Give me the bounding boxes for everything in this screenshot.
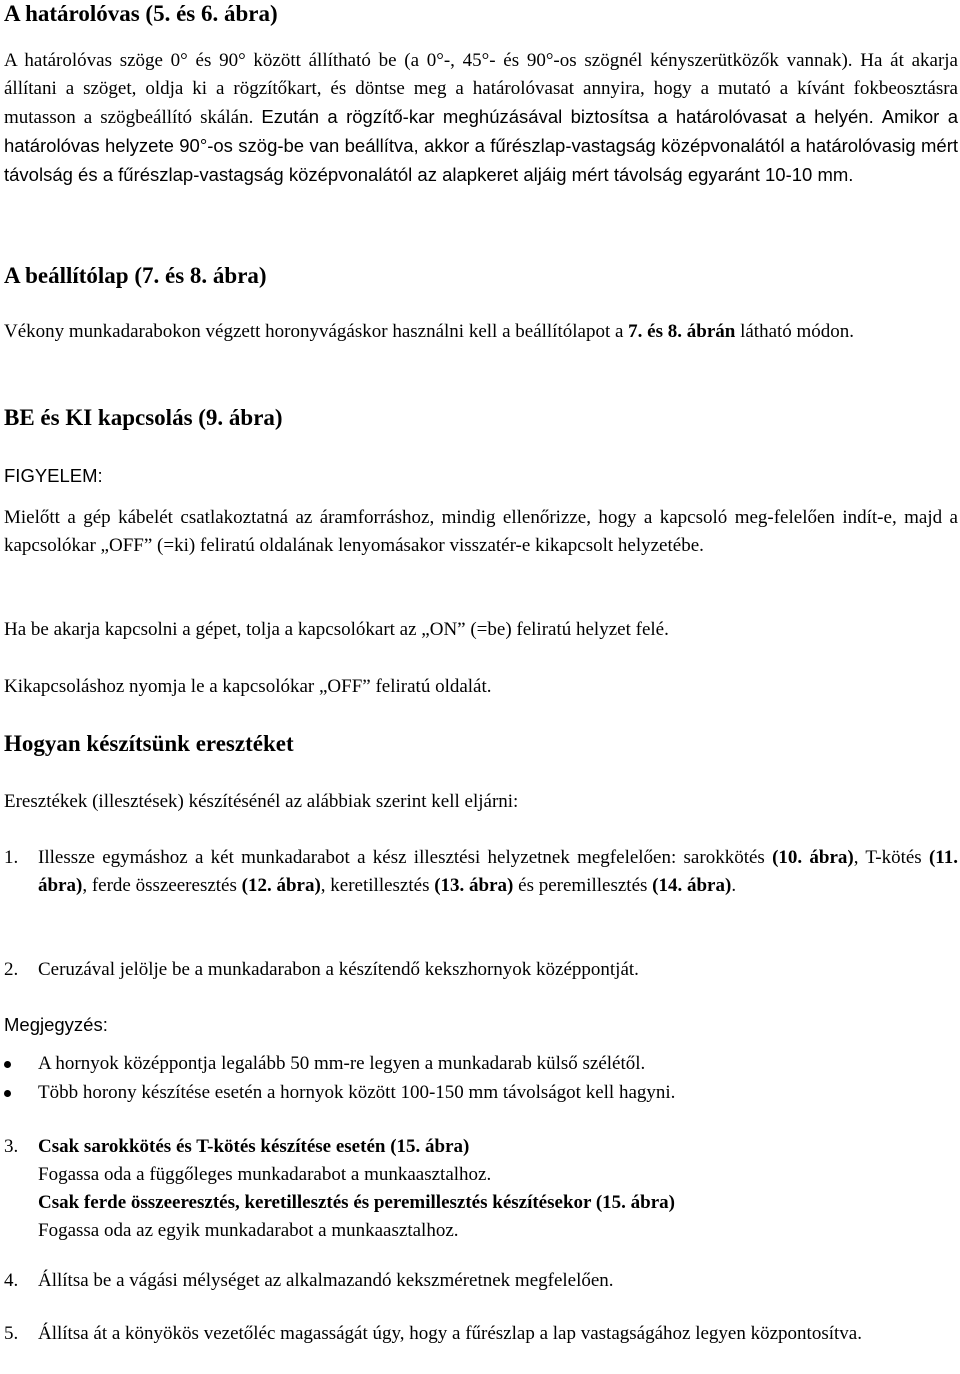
- list-item-3: 3. Csak sarokkötés és T-kötés készítése esetén (15. ábra) Fogassa oda a függőleges munkadarabot a munkaasztalhoz. Csak ferde összeeresztés, keretillesztés és peremillesztés készítésekor (15. ábra) Fogassa oda az egyik munkadarabot a munkaasztalhoz.: [4, 1133, 958, 1245]
- list-item-2: 2. Ceruzával jelölje be a munkadarabon a készítendő kekszhornyok középpontját.: [4, 959, 639, 980]
- figure-reference: 7. és 8. ábrán: [628, 321, 736, 342]
- list-item-1: 1. Illessze egymáshoz a két munkadarabot a kész illesztési helyzetnek megfelelően: sarokkötés (10. ábra), T-kötés (11. ábra), ferde összeeresztés (12. ábra), keretillesztés (13. ábra) és peremillesztés (14. ábra).: [4, 847, 958, 896]
- item3-text-2: Fogassa oda az egyik munkadarabot a munkaasztalhoz.: [38, 1220, 459, 1241]
- list-item-4: 4. Állítsa be a vágási mélységet az alkalmazandó kekszméretnek megfelelően.: [4, 1270, 614, 1291]
- note-label: Megjegyzés:: [4, 1014, 108, 1035]
- switch-paragraph-1: Mielőtt a gép kábelét csatlakoztatná az áramforráshoz, mindig ellenőrizze, hogy a kapcsoló meg-felelően indít-e, majd a kapcsolókar „OFF” (=ki) feliratú oldalának lenyomásakor visszatér-e kikapcsolt helyzetébe.: [4, 507, 958, 556]
- warning-label: FIGYELEM:: [4, 465, 103, 486]
- joints-intro: Eresztékek (illesztések) készítésénél az alábbiak szerint kell eljárni:: [4, 791, 519, 812]
- list-item-5: 5. Állítsa át a könyökös vezetőléc magasságát úgy, hogy a fűrészlap a lap vastagságához legyen központosítva.: [4, 1323, 862, 1344]
- section-heading-joints: Hogyan készítsünk eresztéket: [4, 731, 294, 756]
- section-heading-fence: A határolóvas (5. és 6. ábra): [4, 1, 278, 26]
- switch-paragraph-3: Kikapcsoláshoz nyomja le a kapcsolókar „OFF” feliratú oldalát.: [4, 676, 492, 697]
- fence-paragraph-part-b: Ezután a rögzítő-kar meghúzásával biztosítsa a határolóvasat a helyén.: [261, 106, 874, 127]
- bullet-icon: [4, 1061, 11, 1068]
- section-heading-switch: BE és KI kapcsolás (9. ábra): [4, 405, 283, 430]
- fence-paragraph-part-a: A határolóvas szöge 0° és 90° között állítható be (a 0°-, 45°- és 90°-os szögnél kényszerütközők vannak). Ha át akarja állítani a szöget, oldja ki a rögzítőkart, és döntse meg a határolóvasat annyira, hogy a mutató a kívánt fokbeosztásra mutasson a szögbeállító skálán.: [4, 50, 958, 128]
- bullet-item: Több horony készítése esetén a hornyok között 100-150 mm távolságot kell hagyni.: [4, 1079, 958, 1107]
- setup-plate-paragraph: Vékony munkadarabokon végzett horonyvágáskor használni kell a beállítólapot a 7. és 8. ábrán látható módon.: [4, 321, 855, 342]
- section-heading-setup-plate: A beállítólap (7. és 8. ábra): [4, 263, 267, 288]
- item3-title-2: Csak ferde összeeresztés, keretillesztés és peremillesztés készítésekor (15. ábra): [38, 1192, 676, 1213]
- item3-text-1: Fogassa oda a függőleges munkadarabot a munkaasztalhoz.: [38, 1164, 492, 1185]
- fence-paragraph: [4, 47, 958, 190]
- item3-title-1: Csak sarokkötés és T-kötés készítése esetén (15. ábra): [38, 1136, 470, 1157]
- fence-paragraph-part-c: Amikor a határolóvas helyzete 90°-os szög-be van beállítva, akkor a fűrészlap-vastagság középvonalától a határolóvasig mért távolság és a fűrészlap-vastagság középvonalától az alapkeret aljáig mért távolság egyaránt 10-10 mm.: [4, 106, 959, 185]
- bullet-item: A hornyok középpontja legalább 50 mm-re legyen a munkadarab külső szélétől.: [4, 1050, 958, 1078]
- bullet-icon: [4, 1090, 11, 1097]
- switch-paragraph-2: Ha be akarja kapcsolni a gépet, tolja a kapcsolókart az „ON” (=be) feliratú helyzet felé.: [4, 619, 669, 640]
